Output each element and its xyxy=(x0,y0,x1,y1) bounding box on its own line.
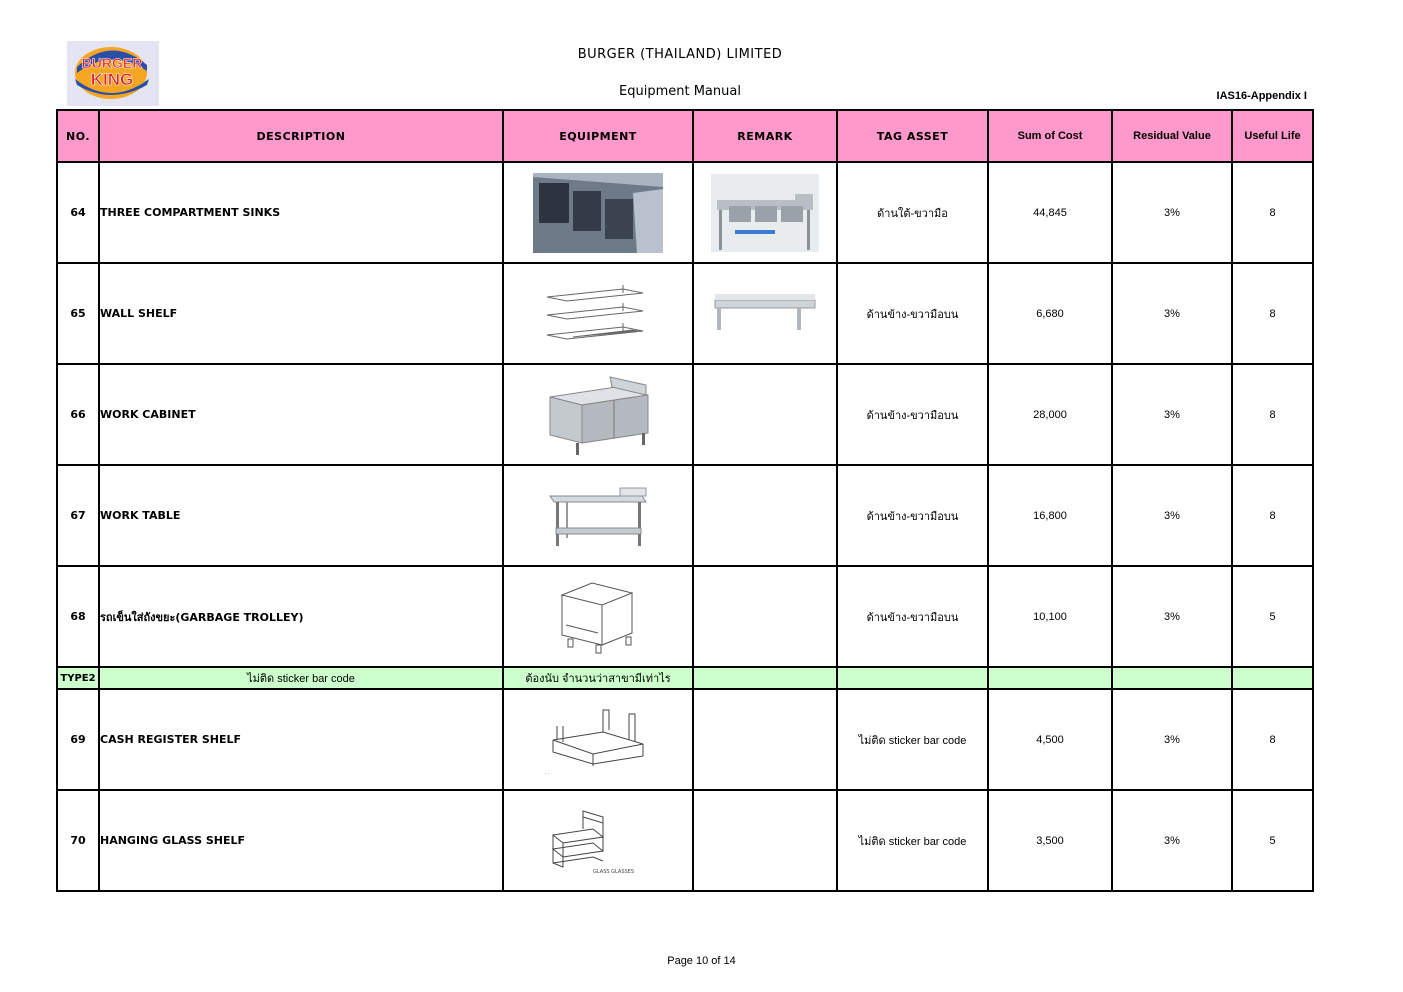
table-row xyxy=(57,263,1313,364)
tag-asset: ด้านข้าง-ขวามือบน xyxy=(837,364,988,465)
col-tag-asset: TAG ASSET xyxy=(837,110,988,162)
remark-cell xyxy=(693,364,837,465)
row-description: WALL SHELF xyxy=(99,263,503,364)
residual-value: 3% xyxy=(1112,689,1232,790)
row-description: WORK TABLE xyxy=(99,465,503,566)
document-title: Equipment Manual xyxy=(619,84,741,99)
remark-cell xyxy=(693,790,837,891)
remark-cell xyxy=(693,566,837,667)
remark-photo xyxy=(693,263,837,364)
burger-king-logo xyxy=(67,41,159,106)
row-no: 68 xyxy=(57,566,99,667)
appendix-label: IAS16-Appendix I xyxy=(1216,90,1307,102)
sum-of-cost: 6,680 xyxy=(988,263,1112,364)
residual-value: 3% xyxy=(1112,566,1232,667)
residual-value: 3% xyxy=(1112,364,1232,465)
sum-of-cost: 10,100 xyxy=(988,566,1112,667)
row-description: รถเข็นใส่ถังขยะ(GARBAGE TROLLEY) xyxy=(99,566,503,667)
tag-asset: ไม่ติด sticker bar code xyxy=(837,790,988,891)
col-equipment: EQUIPMENT xyxy=(503,110,693,162)
remark-photo xyxy=(693,162,837,263)
type2-row xyxy=(57,667,1313,689)
useful-life: 5 xyxy=(1232,566,1313,667)
drawing-note: GLASS GLASSES xyxy=(593,868,635,875)
residual-value: 3% xyxy=(1112,162,1232,263)
row-no: 69 xyxy=(57,689,99,790)
col-useful-life: Useful Life xyxy=(1232,110,1313,162)
tag-asset: ด้านใต้-ขวามือ xyxy=(837,162,988,263)
sum-of-cost: 16,800 xyxy=(988,465,1112,566)
equipment-photo xyxy=(503,162,693,263)
row-description: CASH REGISTER SHELF xyxy=(99,689,503,790)
company-name: BURGER (THAILAND) LIMITED xyxy=(577,47,783,62)
tag-asset: ด้านข้าง-ขวามือบน xyxy=(837,263,988,364)
table-row xyxy=(57,162,1313,263)
type2-note: ไม่ติด sticker bar code xyxy=(99,667,503,689)
equipment-photo xyxy=(503,465,693,566)
residual-value: 3% xyxy=(1112,263,1232,364)
type2-label: TYPE2 xyxy=(57,667,99,689)
col-residual-value: Residual Value xyxy=(1112,110,1232,162)
table-row xyxy=(57,566,1313,667)
row-no: 65 xyxy=(57,263,99,364)
header-row xyxy=(57,110,1313,162)
remark-cell xyxy=(693,689,837,790)
page-number: Page 10 of 14 xyxy=(667,955,736,967)
useful-life: 8 xyxy=(1232,162,1313,263)
remark-cell xyxy=(693,465,837,566)
sum-of-cost: 3,500 xyxy=(988,790,1112,891)
equipment-drawing xyxy=(503,566,693,667)
sum-of-cost: 44,845 xyxy=(988,162,1112,263)
equipment-drawing xyxy=(503,263,693,364)
useful-life: 8 xyxy=(1232,465,1313,566)
col-no: NO. xyxy=(57,110,99,162)
logo-word-1: BURGER xyxy=(81,55,143,71)
type2-count-note: ต้องนับ จำนวนว่าสาขามีเท่าไร xyxy=(503,667,693,689)
row-no: 64 xyxy=(57,162,99,263)
useful-life: 8 xyxy=(1232,364,1313,465)
row-description: HANGING GLASS SHELF xyxy=(99,790,503,891)
tag-asset: ด้านข้าง-ขวามือบน xyxy=(837,566,988,667)
sum-of-cost: 28,000 xyxy=(988,364,1112,465)
row-no: 67 xyxy=(57,465,99,566)
col-remark: REMARK xyxy=(693,110,837,162)
residual-value: 3% xyxy=(1112,465,1232,566)
useful-life: 8 xyxy=(1232,263,1313,364)
equipment-drawing xyxy=(503,689,693,790)
tag-asset: ด้านข้าง-ขวามือบน xyxy=(837,465,988,566)
row-no: 66 xyxy=(57,364,99,465)
equipment-table xyxy=(56,109,1314,892)
useful-life: 5 xyxy=(1232,790,1313,891)
sum-of-cost: 4,500 xyxy=(988,689,1112,790)
residual-value: 3% xyxy=(1112,790,1232,891)
col-description: DESCRIPTION xyxy=(99,110,503,162)
table-row xyxy=(57,790,1313,891)
table-row xyxy=(57,364,1313,465)
row-description: WORK CABINET xyxy=(99,364,503,465)
col-sum-of-cost: Sum of Cost xyxy=(988,110,1112,162)
tag-asset: ไม่ติด sticker bar code xyxy=(837,689,988,790)
logo-word-2: KING xyxy=(90,70,134,89)
useful-life: 8 xyxy=(1232,689,1313,790)
table-row xyxy=(57,689,1313,790)
svg-text:. .: . . xyxy=(545,769,550,776)
equipment-drawing xyxy=(503,790,693,891)
row-description: THREE COMPARTMENT SINKS xyxy=(99,162,503,263)
table-row xyxy=(57,465,1313,566)
equipment-photo xyxy=(503,364,693,465)
row-no: 70 xyxy=(57,790,99,891)
